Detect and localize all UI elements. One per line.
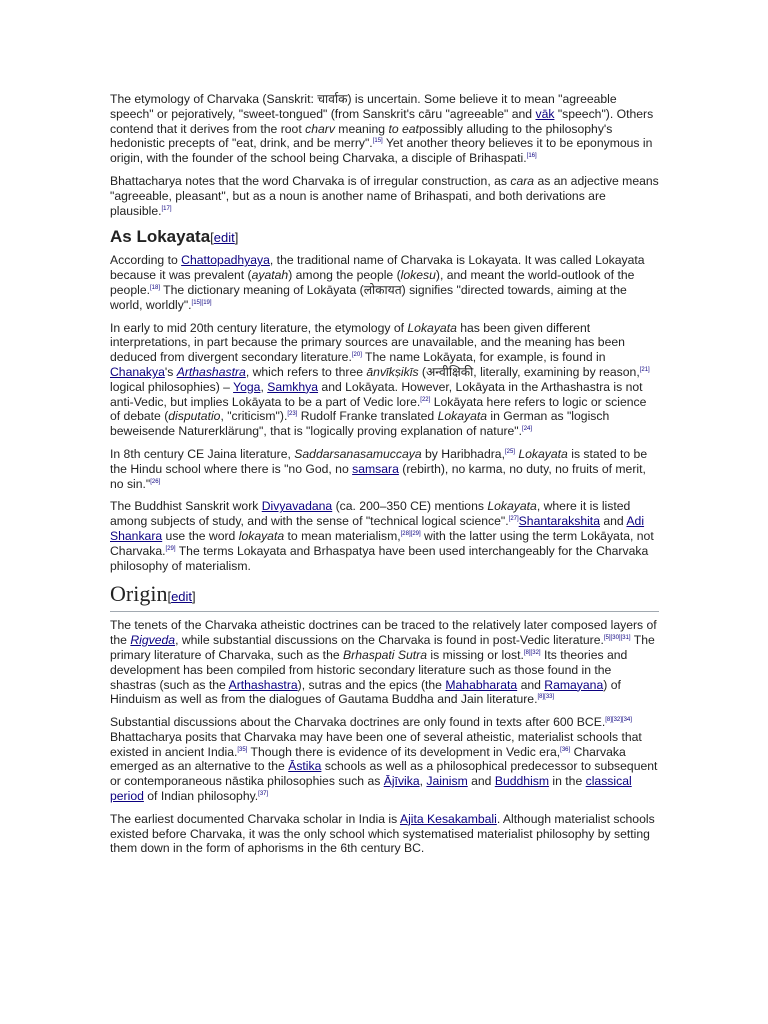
citation[interactable]: [8][33]: [537, 694, 555, 701]
citation[interactable]: [35]: [237, 746, 248, 753]
citation[interactable]: [5][30][31]: [603, 635, 631, 642]
link-yoga[interactable]: Yoga: [233, 379, 261, 394]
citation[interactable]: [36]: [560, 746, 571, 753]
citation[interactable]: [25]: [504, 448, 515, 455]
link-classical-period[interactable]: classical period: [110, 774, 632, 804]
lokayata-paragraph-1: According to Chattopadhyaya, the traditional name of Charvaka is Lokayata. It was called Lokayata because it was prevalent (ayatah) among the people (lokesu), and meant the world-outlook of the people.[18] The dictionary meaning of Lokāyata (लोकायत) signifies "directed towards, aiming at the world, worldly".[15][19]: [110, 253, 645, 312]
citation[interactable]: [17]: [161, 205, 172, 212]
citation[interactable]: [15]: [372, 138, 383, 145]
citation[interactable]: [37]: [258, 791, 269, 798]
section-heading-lokayata: As Lokayata[edit]: [110, 227, 239, 247]
citation[interactable]: [20]: [351, 352, 362, 359]
citation[interactable]: [18]: [149, 284, 160, 291]
origin-paragraph-3: The earliest documented Charvaka scholar in India is Ajita Kesakambali. Although materialist schools existed before Charvaka, it was the only school which systematised materialist philosophy by setting them down in the form of aphorisms in the 6th century BC.: [110, 811, 655, 856]
citation[interactable]: [23]: [287, 411, 298, 418]
lokayata-paragraph-3: In 8th century CE Jaina literature, Saddarsanasamuccaya by Haribhadra,[25] Lokayata is stated to be the Hindu school where there is "no God, no samsara (rebirth), no karma, no duty, no fruits of merit, no sin."[26]: [110, 446, 648, 491]
edit-section-link: [edit]: [210, 230, 239, 246]
article-body: [110, 92, 659, 864]
link-astika[interactable]: Āstika: [288, 759, 322, 774]
citation[interactable]: [24]: [522, 426, 533, 433]
link-samkhya[interactable]: Samkhya: [267, 379, 319, 394]
citation[interactable]: [22]: [420, 396, 431, 403]
citation[interactable]: [28][29]: [400, 530, 421, 537]
link-arthashastra[interactable]: Arthashastra: [176, 364, 246, 379]
citation[interactable]: [8][32]: [523, 649, 541, 656]
link-chanakya[interactable]: Chanakya: [110, 364, 165, 379]
link-vak[interactable]: vāk: [535, 106, 555, 121]
citation[interactable]: [21]: [639, 366, 650, 373]
citation[interactable]: [15][19]: [191, 299, 212, 306]
link-adi-shankara[interactable]: Adi Shankara: [110, 514, 645, 543]
link-divyavadana[interactable]: Divyavadana: [261, 499, 333, 514]
link-samsara[interactable]: samsara: [352, 461, 399, 476]
link-buddhism[interactable]: Buddhism: [494, 774, 550, 789]
link-ajita-kesakambali[interactable]: Ajita Kesakambali: [399, 811, 497, 826]
citation[interactable]: [16]: [526, 153, 537, 160]
citation[interactable]: [29]: [165, 545, 176, 552]
citation[interactable]: [8][32][34]: [605, 717, 632, 724]
lokayata-paragraph-2: In early to mid 20th century literature, the etymology of Lokayata has been given different interpretations, in part because the primary sources are unavailable, and the meaning has been deduced from divergent secondary literature.[20] The name Lokāyata, for example, is found in Chanakya's Arthashastra, which refers to three ānvīkṣikīs (अन्वीक्षिकी, literally, examining by reason,[21] logical philosophies) – Yoga, Samkhya and Lokāyata. However, Lokāyata in the Arthashastra is not anti-Vedic, but implies Lokāyata to be a part of Vedic lore.[22] Lokāyata here refers to logic or science of debate (disputatio, "criticism").[23] Rudolf Franke translated Lokayata in German as "logisch beweisende Naturerklärung", that is "logically proving explanation of nature".[24]: [110, 320, 650, 439]
bhattacharya-paragraph: Bhattacharya notes that the word Charvaka is of irregular construction, as cara as an adjective means "agreeable, pleasant", but as a noun is another name of Brihaspati, and both derivations are plausible.[17]: [110, 173, 659, 218]
edit-section-link: [edit]: [167, 589, 196, 605]
link-mahabharata[interactable]: Mahabharata: [445, 677, 518, 692]
lokayata-paragraph-4: The Buddhist Sanskrit work Divyavadana (ca. 200–350 CE) mentions Lokayata, where it is listed among subjects of study, and with the sense of "technical logical science".[27]Shantarakshita and Adi Shankara use the word lokayata to mean materialism,[28][29] with the latter using the term Lokāyata, not Charvaka.[29] The terms Lokayata and Brhaspatya have been used interchangeably for the Charvaka philosophy of materialism.: [110, 499, 654, 573]
etymology-paragraph: The etymology of Charvaka (Sanskrit: चार्वाक) is uncertain. Some believe it to mean "agreeable speech" or pejoratively, "sweet-tongued" (from Sanskrit's cāru "agreeable" and vāk "speech"). Others contend that it derives from the root charv meaning to eatpossibly alluding to the philosophy's hedonistic precepts of "eat, drink, and be merry".[15] Yet another theory believes it to be eponymous in origin, with the founder of the school being Charvaka, a disciple of Brihaspati.[16]: [110, 92, 654, 166]
link-chattopadhyaya[interactable]: Chattopadhyaya: [181, 253, 270, 268]
link-rigveda[interactable]: Rigveda: [130, 633, 176, 648]
link-shantarakshita[interactable]: Shantarakshita: [518, 514, 600, 529]
link-ajivika[interactable]: Ājīvika: [383, 774, 420, 789]
link-ramayana[interactable]: Ramayana: [544, 677, 604, 692]
link-arthashastra-2[interactable]: Arthashastra: [228, 677, 298, 692]
citation[interactable]: [26]: [150, 478, 161, 485]
origin-paragraph-2: Substantial discussions about the Charvaka doctrines are only found in texts after 600 BCE.[8][32][34] Bhattacharya posits that Charvaka may have been one of several atheistic, materialist schools that existed in ancient India.[35] Though there is evidence of its development in Vedic era,[36] Charvaka emerged as an alternative to the Āstika schools as well as a philosophical predecessor to subsequent or contemporaneous nāstika philosophies such as Ājīvika, Jainism and Buddhism in the classical period of Indian philosophy.[37]: [110, 715, 658, 804]
section-heading-origin: Origin[edit]: [110, 581, 659, 612]
citation[interactable]: [27]: [508, 516, 519, 523]
link-jainism[interactable]: Jainism: [426, 774, 468, 789]
origin-paragraph-1: The tenets of the Charvaka atheistic doctrines can be traced to the relatively later composed layers of the Rigveda, while substantial discussions on the Charvaka is found in post-Vedic literature.[5][30][31] The primary literature of Charvaka, such as the Brhaspati Sutra is missing or lost.[8][32] Its theories and development has been compiled from historic secondary literature such as those found in the shastras (such as the Arthashastra), sutras and the epics (the Mahabharata and Ramayana) of Hinduism as well as from the dialogues of Gautama Buddha and Jain literature.[8][33]: [110, 618, 657, 707]
